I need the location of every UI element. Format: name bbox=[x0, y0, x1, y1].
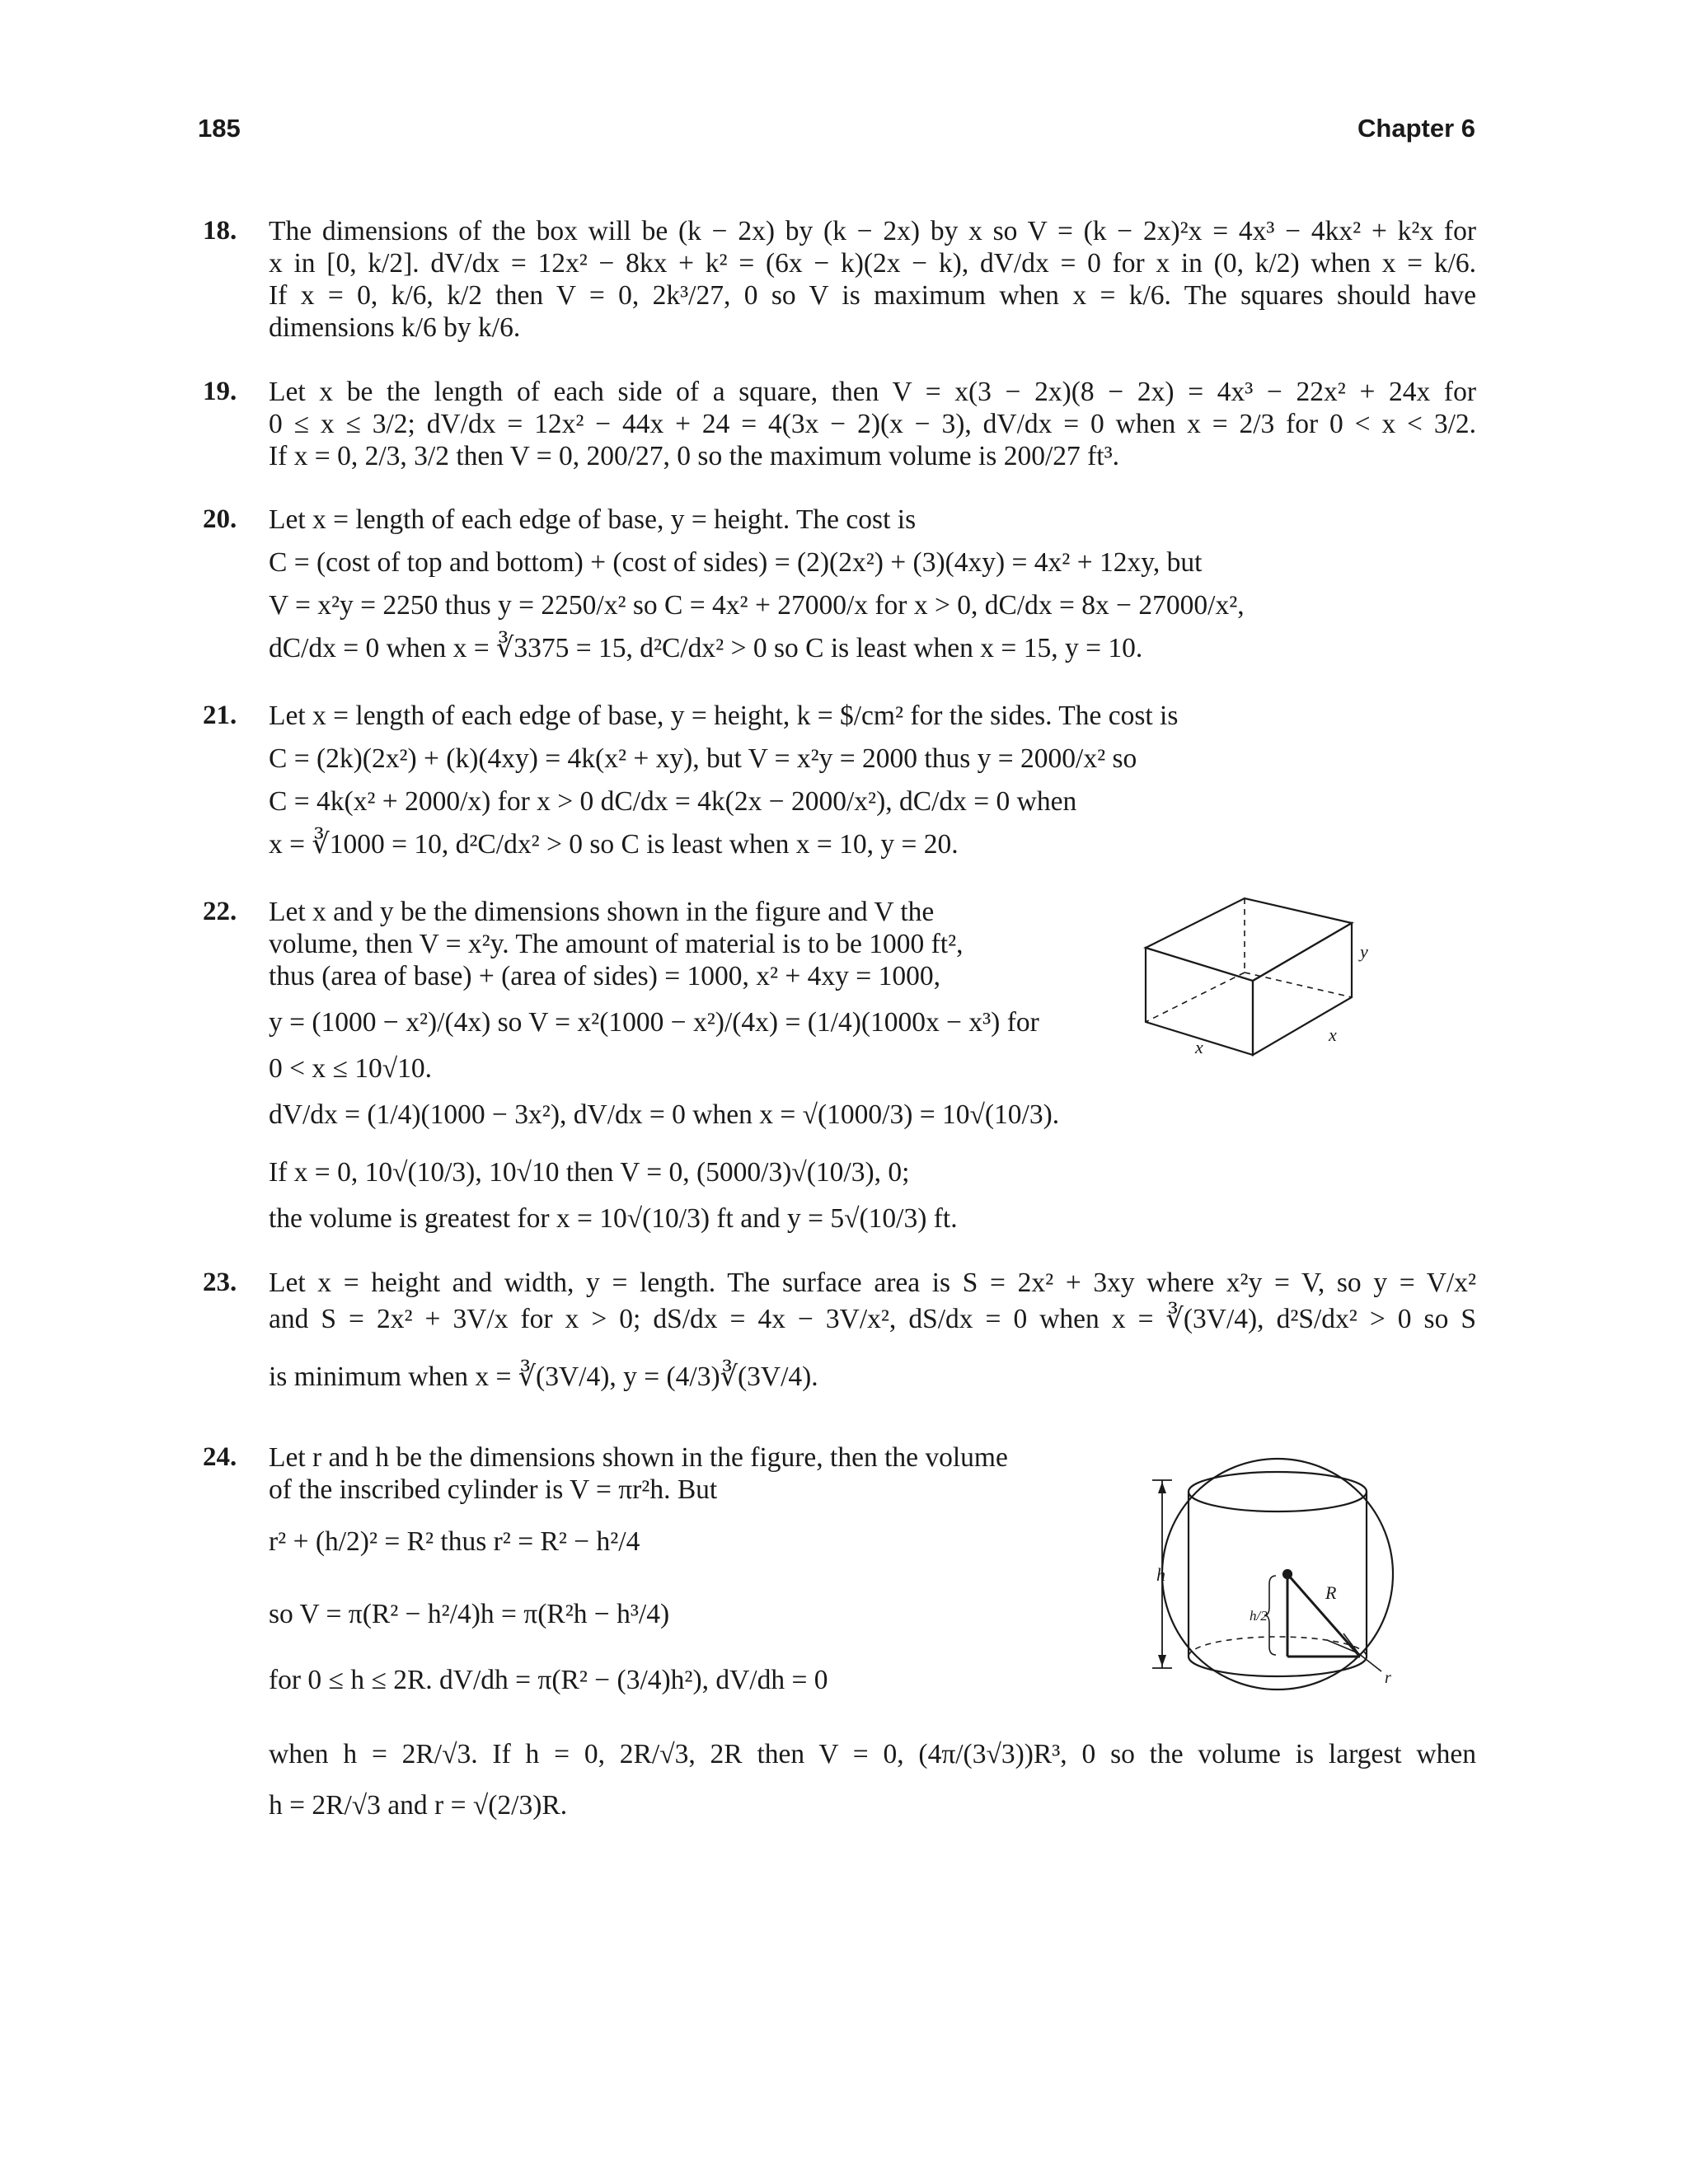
problem-22-line: thus (area of base) + (area of sides) = 1000, x² + 4xy = 1000, bbox=[269, 961, 940, 991]
problem-24-line: so V = π(R² − h²/4)h = π(R²h − h³/4) bbox=[269, 1599, 670, 1629]
problem-24-line: of the inscribed cylinder is V = πr²h. But bbox=[269, 1474, 718, 1505]
problem-number-19: 19. bbox=[203, 377, 237, 406]
problem-21-line: x = ∛1000 = 10, d²C/dx² > 0 so C is least when x = 10, y = 20. bbox=[269, 829, 959, 860]
cylinder-label-half-h: h/2 bbox=[1250, 1608, 1268, 1624]
problem-number-24: 24. bbox=[203, 1442, 237, 1472]
problem-22-line: Let x and y be the dimensions shown in the figure and V the bbox=[269, 897, 935, 927]
box-label-x-right: x bbox=[1329, 1024, 1337, 1045]
problem-20-line: C = (cost of top and bottom) + (cost of sides) = (2)(2x²) + (3)(4xy) = 4x² + 12xy, but bbox=[269, 547, 1203, 578]
problem-24-line: r² + (h/2)² = R² thus r² = R² − h²/4 bbox=[269, 1526, 640, 1557]
box-label-y: y bbox=[1360, 941, 1368, 962]
problem-20-line: Let x = length of each edge of base, y = height. The cost is bbox=[269, 504, 917, 535]
radius-R-line bbox=[1287, 1574, 1360, 1657]
problem-24-line: Let r and h be the dimensions shown in the figure, then the volume bbox=[269, 1442, 1008, 1473]
problem-19-line: If x = 0, 2/3, 3/2 then V = 0, 200/27, 0 so the maximum volume is 200/27 ft³. bbox=[269, 441, 1120, 471]
cylinder-label-h: h bbox=[1156, 1564, 1165, 1585]
problem-number-22: 22. bbox=[203, 897, 237, 926]
sphere-cylinder-figure bbox=[1137, 1451, 1418, 1698]
problem-22-line: the volume is greatest for x = 10√(10/3) ft and y = 5√(10/3) ft. bbox=[269, 1203, 958, 1234]
problem-23-line: and S = 2x² + 3V/x for x > 0; dS/dx = 4x − 3V/x², dS/dx = 0 when x = ∛(3V/4), d²S/dx² > 0 so S bbox=[269, 1304, 1476, 1334]
problem-19-line: Let x be the length of each side of a square, then V = x(3 − 2x)(8 − 2x) = 4x³ − 22x² + 24x for bbox=[269, 377, 1476, 407]
problem-22-line: y = (1000 − x²)/(4x) so V = x²(1000 − x²)/(4x) = (1/4)(1000x − x³) for bbox=[269, 1007, 1039, 1038]
problem-24-line: when h = 2R/√3. If h = 0, 2R/√3, 2R then V = 0, (4π/(3√3))R³, 0 so the volume is largest when bbox=[269, 1739, 1476, 1769]
problem-24-line: for 0 ≤ h ≤ 2R. dV/dh = π(R² − (3/4)h²), dV/dh = 0 bbox=[269, 1665, 828, 1695]
problem-22-line: 0 < x ≤ 10√10. bbox=[269, 1053, 433, 1084]
problem-number-23: 23. bbox=[203, 1268, 237, 1297]
problem-20-line: dC/dx = 0 when x = ∛3375 = 15, d²C/dx² > 0 so C is least when x = 15, y = 10. bbox=[269, 633, 1143, 663]
problem-18-line: The dimensions of the box will be (k − 2x) by (k − 2x) by x so V = (k − 2x)²x = 4x³ − 4kx² + k²x for bbox=[269, 216, 1476, 246]
chapter-title: Chapter 6 bbox=[1357, 114, 1475, 143]
cylinder-top-ellipse bbox=[1189, 1472, 1367, 1511]
problem-23-line: Let x = height and width, y = length. The surface area is S = 2x² + 3xy where x²y = V, so y = V/x² bbox=[269, 1268, 1476, 1298]
sphere-center-dot bbox=[1283, 1570, 1292, 1578]
problem-22-line: dV/dx = (1/4)(1000 − 3x²), dV/dx = 0 when x = √(1000/3) = 10√(10/3). bbox=[269, 1099, 1060, 1130]
problem-number-20: 20. bbox=[203, 504, 237, 534]
problem-18-line: dimensions k/6 by k/6. bbox=[269, 312, 521, 343]
box-label-x-front: x bbox=[1195, 1037, 1203, 1057]
cylinder-label-r: r bbox=[1385, 1669, 1391, 1687]
problem-number-21: 21. bbox=[203, 701, 237, 730]
box-figure bbox=[1137, 890, 1376, 1071]
box-top-face bbox=[1146, 898, 1352, 981]
box-right-face bbox=[1253, 923, 1352, 1055]
cylinder-label-R: R bbox=[1325, 1582, 1337, 1603]
problem-22-line: If x = 0, 10√(10/3), 10√10 then V = 0, (5000/3)√(10/3), 0; bbox=[269, 1157, 910, 1188]
problem-18-line: If x = 0, k/6, k/2 then V = 0, 2k³/27, 0 so V is maximum when x = k/6. The squares should have bbox=[269, 280, 1476, 311]
page-number: 185 bbox=[198, 114, 241, 143]
problem-20-line: V = x²y = 2250 thus y = 2250/x² so C = 4x² + 27000/x for x > 0, dC/dx = 8x − 27000/x², bbox=[269, 590, 1245, 621]
problem-22-line: volume, then V = x²y. The amount of material is to be 1000 ft², bbox=[269, 929, 964, 959]
problem-18-line: x in [0, k/2]. dV/dx = 12x² − 8kx + k² = (6x − k)(2x − k), dV/dx = 0 for x in (0, k/2) when x = k/6. bbox=[269, 248, 1476, 279]
box-hidden-edges bbox=[1146, 898, 1352, 1022]
problem-24-line: h = 2R/√3 and r = √(2/3)R. bbox=[269, 1790, 568, 1821]
cylinder-bottom-front bbox=[1189, 1657, 1367, 1676]
problem-number-18: 18. bbox=[203, 216, 237, 246]
problem-19-line: 0 ≤ x ≤ 3/2; dV/dx = 12x² − 44x + 24 = 4(3x − 2)(x − 3), dV/dx = 0 when x = 2/3 for 0 < x < 3/2. bbox=[269, 409, 1476, 439]
problem-21-line: C = (2k)(2x²) + (k)(4xy) = 4k(x² + xy), but V = x²y = 2000 thus y = 2000/x² so bbox=[269, 743, 1137, 774]
problem-21-line: C = 4k(x² + 2000/x) for x > 0 dC/dx = 4k(2x − 2000/x²), dC/dx = 0 when bbox=[269, 786, 1077, 817]
problem-23-line: is minimum when x = ∛(3V/4), y = (4/3)∛(3V/4). bbox=[269, 1361, 818, 1392]
problem-21-line: Let x = length of each edge of base, y = height, k = $/cm² for the sides. The cost is bbox=[269, 701, 1179, 731]
cylinder-bottom-back bbox=[1189, 1637, 1367, 1657]
